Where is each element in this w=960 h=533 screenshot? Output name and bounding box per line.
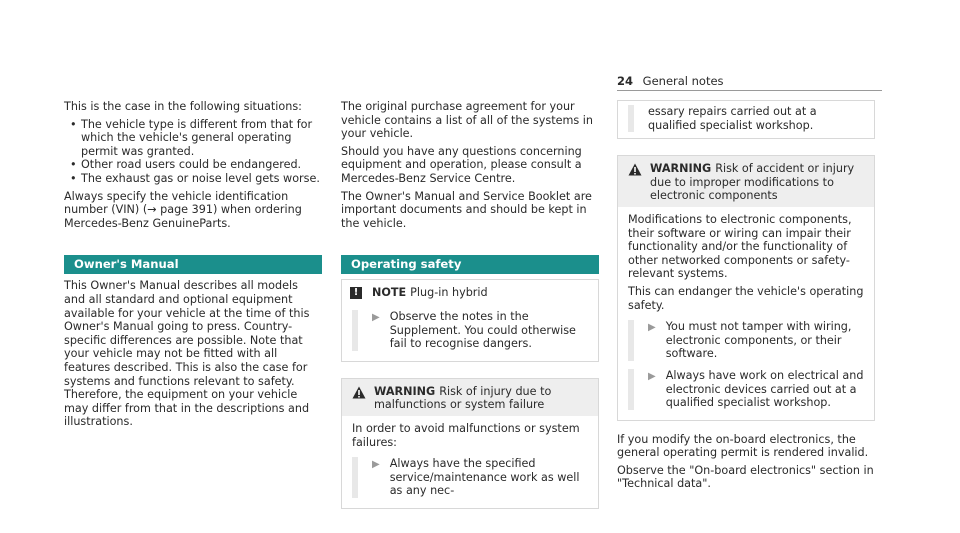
- warning-triangle-icon: [628, 163, 642, 176]
- note-step: [352, 310, 590, 351]
- warning-box-malfunction: [341, 378, 599, 509]
- observe-section-text: Observe the "On-board electronics" section in "Technical data".: [617, 463, 874, 491]
- page-number: 24: [617, 74, 634, 88]
- step-bar: [352, 457, 358, 498]
- page-header: [617, 74, 724, 88]
- questions-text: Should you have any questions concerning equipment and operation, please consult a Mercedes-Benz Service Centre.: [341, 144, 582, 185]
- arrow-right-icon: ▶: [648, 370, 656, 382]
- step-bar: [352, 310, 358, 351]
- note-title: Plug-in hybrid: [410, 286, 488, 300]
- list-item: • The vehicle type is different from that for which the vehicle's general operating permit was granted.: [64, 118, 322, 159]
- continued-warning-box: [617, 100, 875, 139]
- warning-step-2-text: Always have work on electrical and electronic devices carried out at a qualified specialist workshop.: [665, 368, 864, 410]
- arrow-right-icon: ▶: [372, 459, 380, 471]
- modify-electronics-text: If you modify the on-board electronics, the general operating permit is rendered invalid.: [617, 432, 869, 460]
- situations-intro: This is the case in the following situations:: [64, 100, 302, 113]
- list-item: • Other road users could be endangered.: [64, 158, 322, 172]
- warning-triangle-icon: [352, 386, 366, 399]
- section-heading-owners-manual: Owner's Manual: [64, 255, 322, 274]
- purchase-agreement-text: The original purchase agreement for your vehicle contains a list of all of the systems in your vehicle.: [341, 100, 593, 141]
- note-body: [342, 304, 598, 361]
- warning-label: WARNING: [650, 162, 712, 176]
- step-bar: [628, 369, 634, 410]
- owners-manual-text: This Owner's Manual describes all models and all standard and optional equipment available for your vehicle at the time of this Owner's Manual going to press. Country-specific differences are possible. Note that your vehicle may not be fitted with all features described. This is also the case for systems and functions relevant to safety. Therefore, the equipment on your vehicle may differ from that in the descriptions and illustrations.: [64, 279, 310, 429]
- situations-list: [64, 118, 322, 186]
- warning-step-1: [628, 320, 866, 361]
- header-rule: [617, 90, 882, 91]
- list-item: • The exhaust gas or noise level gets worse.: [64, 172, 322, 186]
- warning-title: Risk of injury due to malfunctions or system failure: [374, 384, 552, 412]
- note-box: [341, 279, 599, 361]
- warning-body: [342, 416, 598, 508]
- step-bar: [628, 105, 634, 132]
- warning-header: [618, 156, 874, 207]
- warning-body-text: In order to avoid malfunctions or system failures:: [352, 421, 580, 449]
- warning-header: [342, 379, 598, 416]
- booklet-text: The Owner's Manual and Service Booklet are important documents and should be kept in the vehicle.: [341, 189, 592, 230]
- step-bar: [628, 320, 634, 361]
- vin-note: Always specify the vehicle identification number (VIN) (→ page 391) when ordering Mercedes-Benz GenuineParts.: [64, 189, 302, 230]
- running-title: General notes: [642, 74, 724, 88]
- column-3: [617, 100, 875, 495]
- continued-step: [628, 105, 866, 132]
- arrow-right-icon: ▶: [372, 311, 380, 323]
- note-label: NOTE: [372, 286, 407, 300]
- continued-body: [618, 101, 874, 138]
- warning-step-2: [628, 369, 866, 410]
- warning-step-text: Always have the specified service/maintenance work as well as any nec-: [389, 457, 580, 498]
- column-1: [64, 100, 322, 433]
- warning-title: Risk of accident or injury due to improper modifications to electronic components: [650, 162, 855, 203]
- warning-body-text-2: This can endanger the vehicle's operating safety.: [628, 284, 864, 312]
- arrow-right-icon: ▶: [648, 322, 656, 334]
- note-icon: !: [350, 287, 362, 299]
- warning-step-1-text: You must not tamper with wiring, electronic components, or their software.: [665, 320, 852, 361]
- note-header: [342, 280, 598, 304]
- warning-body-text-1: Modifications to electronic components, their software or wiring can impair their functionality and/or the functionality of other networked components or safety-relevant systems.: [628, 212, 852, 281]
- warning-box-electronics: [617, 155, 875, 421]
- section-heading-operating-safety: Operating safety: [341, 255, 599, 274]
- warning-label: WARNING: [374, 384, 436, 398]
- note-step-text: Observe the notes in the Supplement. You could otherwise fail to recognise dangers.: [389, 309, 576, 351]
- warning-body: [618, 207, 874, 420]
- continued-step-text: essary repairs carried out at a qualified specialist workshop.: [648, 105, 817, 132]
- warning-step: [352, 457, 590, 498]
- column-2: [341, 100, 599, 517]
